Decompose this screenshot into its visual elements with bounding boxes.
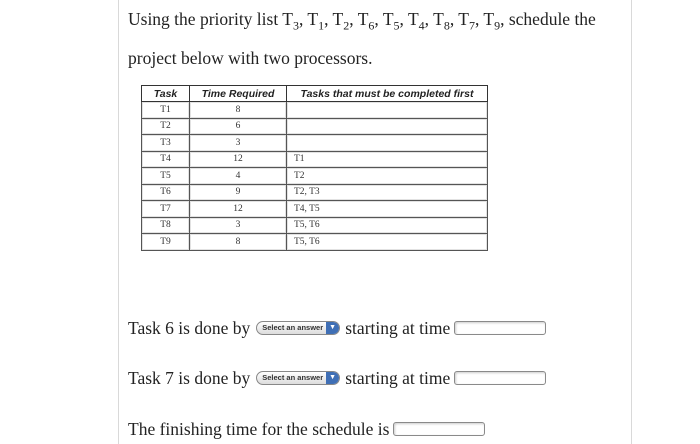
priority-item: $T_4$, <box>407 9 434 33</box>
priority-item: $T_8$, <box>433 9 459 33</box>
priority-item: $T_9$, <box>483 9 505 33</box>
question-finishing-time <box>128 418 485 440</box>
table-row <box>142 234 488 251</box>
cell-prerequisites <box>287 102 488 119</box>
finishing-time-input[interactable] <box>393 422 485 436</box>
cell-time: 12 <box>190 151 287 168</box>
table-header-row <box>142 86 488 102</box>
cell-time: 8 <box>190 102 287 119</box>
cell-time: 3 <box>190 217 287 234</box>
priority-item: $T_7$, <box>458 9 484 33</box>
cell-time: 9 <box>190 184 287 201</box>
finishing-time-prefix: The finishing time for the schedule is <box>128 419 390 439</box>
cell-prerequisites: T5, T6 <box>287 217 488 234</box>
priority-item: $T_5$, <box>382 9 408 33</box>
cell-task: T3 <box>142 135 190 152</box>
task7-start-time-input[interactable] <box>454 371 546 385</box>
task-table <box>141 85 488 251</box>
question-task7 <box>128 367 546 389</box>
cell-prerequisites <box>287 118 488 135</box>
cell-task: T1 <box>142 102 190 119</box>
prompt-suffix: schedule the project below with two processors. <box>128 9 596 68</box>
cell-task: T4 <box>142 151 190 168</box>
chevron-down-icon: ▼ <box>326 322 339 334</box>
task6-suffix: starting at time <box>345 318 451 338</box>
cell-time: 4 <box>190 168 287 185</box>
cell-time: 12 <box>190 201 287 218</box>
table-row <box>142 168 488 185</box>
cell-prerequisites: T2 <box>287 168 488 185</box>
priority-list <box>282 9 505 33</box>
cell-time: 3 <box>190 135 287 152</box>
chevron-down-icon: ▼ <box>326 372 339 384</box>
task6-select-label: Select an answer <box>262 323 324 332</box>
task-table-body <box>142 102 488 251</box>
cell-time: 6 <box>190 118 287 135</box>
cell-task: T2 <box>142 118 190 135</box>
question-task6 <box>128 317 546 339</box>
cell-prerequisites: T5, T6 <box>287 234 488 251</box>
table-row <box>142 151 488 168</box>
task7-select-label: Select an answer <box>262 373 324 382</box>
cell-prerequisites: T1 <box>287 151 488 168</box>
cell-task: T7 <box>142 201 190 218</box>
cell-prerequisites: T4, T5 <box>287 201 488 218</box>
task7-processor-select[interactable] <box>256 371 340 385</box>
table-row <box>142 201 488 218</box>
task7-prefix: Task 7 is done by <box>128 368 251 388</box>
cell-task: T5 <box>142 168 190 185</box>
table-row <box>142 118 488 135</box>
prompt-prefix: Using the priority list <box>128 9 283 29</box>
header-prerequisites: Tasks that must be completed first <box>287 86 488 102</box>
table-row <box>142 102 488 119</box>
cell-prerequisites: T2, T3 <box>287 184 488 201</box>
table-row <box>142 135 488 152</box>
table-row <box>142 184 488 201</box>
priority-item: $T_1$, <box>307 9 333 33</box>
priority-item: $T_2$, <box>332 9 358 33</box>
task6-start-time-input[interactable] <box>454 321 546 335</box>
table-row <box>142 217 488 234</box>
cell-task: T6 <box>142 184 190 201</box>
cell-task: T8 <box>142 217 190 234</box>
question-prompt <box>128 3 628 74</box>
cell-task: T9 <box>142 234 190 251</box>
priority-item: $T_6$, <box>357 9 383 33</box>
priority-item: $T_3$, <box>282 9 308 33</box>
task6-prefix: Task 6 is done by <box>128 318 251 338</box>
cell-prerequisites <box>287 135 488 152</box>
task7-suffix: starting at time <box>345 368 451 388</box>
task6-processor-select[interactable] <box>256 321 340 335</box>
header-time-required: Time Required <box>190 86 287 102</box>
cell-time: 8 <box>190 234 287 251</box>
header-task: Task <box>142 86 190 102</box>
